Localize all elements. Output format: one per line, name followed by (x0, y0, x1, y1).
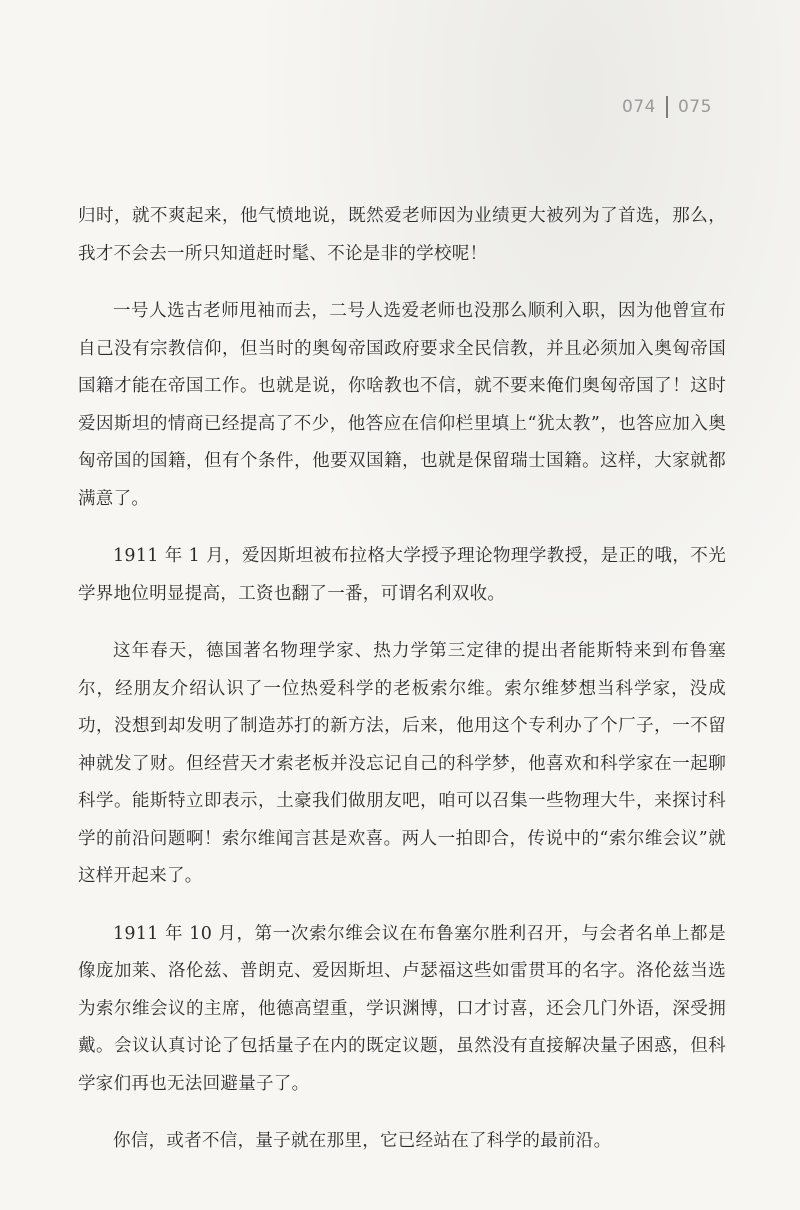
paragraph: 1911 年 10 月，第一次索尔维会议在布鲁塞尔胜利召开，与会者名单上都是像庞加莱、洛伦兹、普朗克、爱因斯坦、卢瑟福这些如雷贯耳的名字。洛伦兹当选为索尔维会议的主席，他德高望重，学识渊博，口才讨喜，还会几门外语，深受拥戴。会议认真讨论了包括量子在内的既定议题，虽然没有直接解决量子困惑，但科学家们再也无法回避量子了。 (78, 923, 726, 1094)
body-text (78, 198, 726, 1161)
page-numbers (622, 96, 712, 118)
page-number-right: 075 (677, 97, 712, 117)
paragraph: 1911 年 1 月，爱因斯坦被布拉格大学授予理论物理学教授，是正的哦，不光学界地位明显提高，工资也翻了一番，可谓名利双收。 (78, 546, 726, 604)
paragraph: 一号人选古老师甩袖而去，二号人选爱老师也没那么顺利入职，因为他曾宣布自己没有宗教信仰，但当时的奥匈帝国政府要求全民信教，并且必须加入奥匈帝国国籍才能在帝国工作。也就是说，你啥教也不信，就不要来俺们奥匈帝国了！这时爱因斯坦的情商已经提高了不少，他答应在信仰栏里填上“犹太教”，也答应加入奥匈帝国的国籍，但有个条件，他要双国籍，也就是保留瑞士国籍。这样，大家就都满意了。 (78, 301, 726, 509)
paragraph: 这年春天，德国著名物理学家、热力学第三定律的提出者能斯特来到布鲁塞尔，经朋友介绍认识了一位热爱科学的老板索尔维。索尔维梦想当科学家，没成功，没想到却发明了制造苏打的新方法，后来，他用这个专利办了个厂子，一不留神就发了财。但经营天才索老板并没忘记自己的科学梦，他喜欢和科学家在一起聊科学。能斯特立即表示，土豪我们做朋友吧，咱可以召集一些物理大牛，来探讨科学的前沿问题啊！索尔维闻言甚是欢喜。两人一拍即合，传说中的“索尔维会议”就这样开起来了。 (78, 641, 726, 886)
page-number-left: 074 (622, 97, 656, 117)
page-number-divider (666, 96, 668, 118)
paragraph: 归时，就不爽起来，他气愤地说，既然爱老师因为业绩更大被列为了首选，那么，我才不会去一所只知道赶时髦、不论是非的学校呢！ (78, 206, 726, 264)
paragraph: 你信，或者不信，量子就在那里，它已经站在了科学的最前沿。 (113, 1131, 612, 1151)
